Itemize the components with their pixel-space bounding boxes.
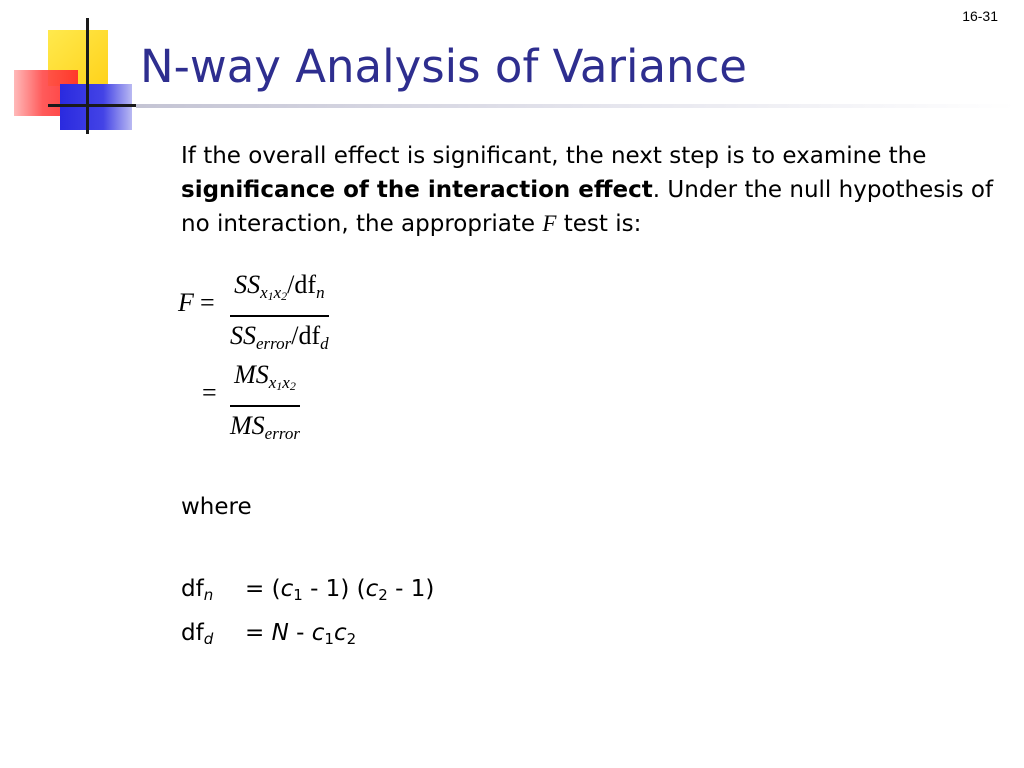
fraction-bar-1 bbox=[230, 315, 329, 317]
formula-denominator-ms bbox=[230, 409, 300, 451]
formula-fraction-ss bbox=[230, 268, 329, 361]
df-d-minus: - bbox=[288, 620, 312, 646]
page-number: 16-31 bbox=[962, 8, 998, 24]
df-sub-n: n bbox=[316, 283, 325, 302]
slash-df: /df bbox=[287, 270, 317, 299]
df-d-definition: $df_d = N - c_1c_2$ bbox=[181, 620, 357, 648]
logo-squares-icon bbox=[0, 0, 160, 140]
formula-f-symbol: F bbox=[178, 288, 194, 317]
fraction-bar-2 bbox=[230, 405, 300, 407]
df-n-mid: - 1) ( bbox=[302, 576, 366, 602]
ms-symbol-den: MS bbox=[230, 410, 265, 440]
formula-numerator-ss bbox=[230, 268, 329, 313]
paragraph-part3: test is: bbox=[556, 211, 642, 237]
ss-symbol: SS bbox=[234, 270, 261, 299]
ss-symbol-den: SS bbox=[230, 320, 256, 350]
slash-df-den: /df bbox=[291, 320, 321, 350]
df-sub-d: d bbox=[320, 333, 329, 353]
df-d-c1: c bbox=[311, 620, 325, 646]
f-ratio-ss-formula bbox=[178, 268, 378, 353]
formula-fraction-ms bbox=[230, 358, 300, 451]
paragraph-part1: If the overall effect is significant, the next step is to examine the bbox=[181, 143, 927, 169]
ss-subscript: x1x2 bbox=[260, 283, 288, 303]
df-n-c2: c bbox=[365, 576, 379, 602]
paragraph-f-letter: F bbox=[542, 211, 557, 236]
df-d-eq: = bbox=[245, 620, 272, 646]
ms-subscript: x1x2 bbox=[268, 373, 296, 393]
df-n-end: - 1) bbox=[387, 576, 435, 602]
df-d-label: $df_d$ bbox=[181, 620, 214, 648]
slide-title: N-way Analysis of Variance bbox=[140, 40, 747, 93]
paragraph-bold: significance of the interaction effect bbox=[181, 176, 653, 203]
paragraph-part2: . Under the null hypothesis of no interaction, the appropriate bbox=[181, 176, 994, 237]
error-subscript-ms: error bbox=[264, 423, 300, 443]
df-n-eq: = ( bbox=[245, 576, 281, 602]
df-n-definition: $df_n = (c_1 - 1)$ $(c_2 - 1)$ bbox=[181, 576, 435, 604]
ms-symbol: MS bbox=[234, 360, 269, 389]
df-d-n: N bbox=[271, 620, 289, 646]
f-ratio-ms-formula bbox=[178, 358, 378, 443]
formula-equals-1: = bbox=[200, 288, 215, 317]
where-label: where bbox=[181, 494, 252, 520]
formula-numerator-ms bbox=[230, 358, 300, 403]
logo-horizontal-line bbox=[48, 104, 136, 107]
df-n-label: $df_n$ bbox=[181, 576, 214, 604]
formula-denominator-ss bbox=[230, 319, 329, 361]
logo-vertical-line bbox=[86, 18, 89, 134]
logo-blue-square bbox=[60, 84, 132, 130]
df-d-c2: c bbox=[333, 620, 347, 646]
error-subscript: error bbox=[256, 333, 292, 353]
formula-equals-2: = bbox=[202, 378, 217, 407]
intro-paragraph bbox=[181, 140, 1011, 242]
title-underline bbox=[136, 104, 1016, 108]
df-n-c1: c bbox=[280, 576, 294, 602]
